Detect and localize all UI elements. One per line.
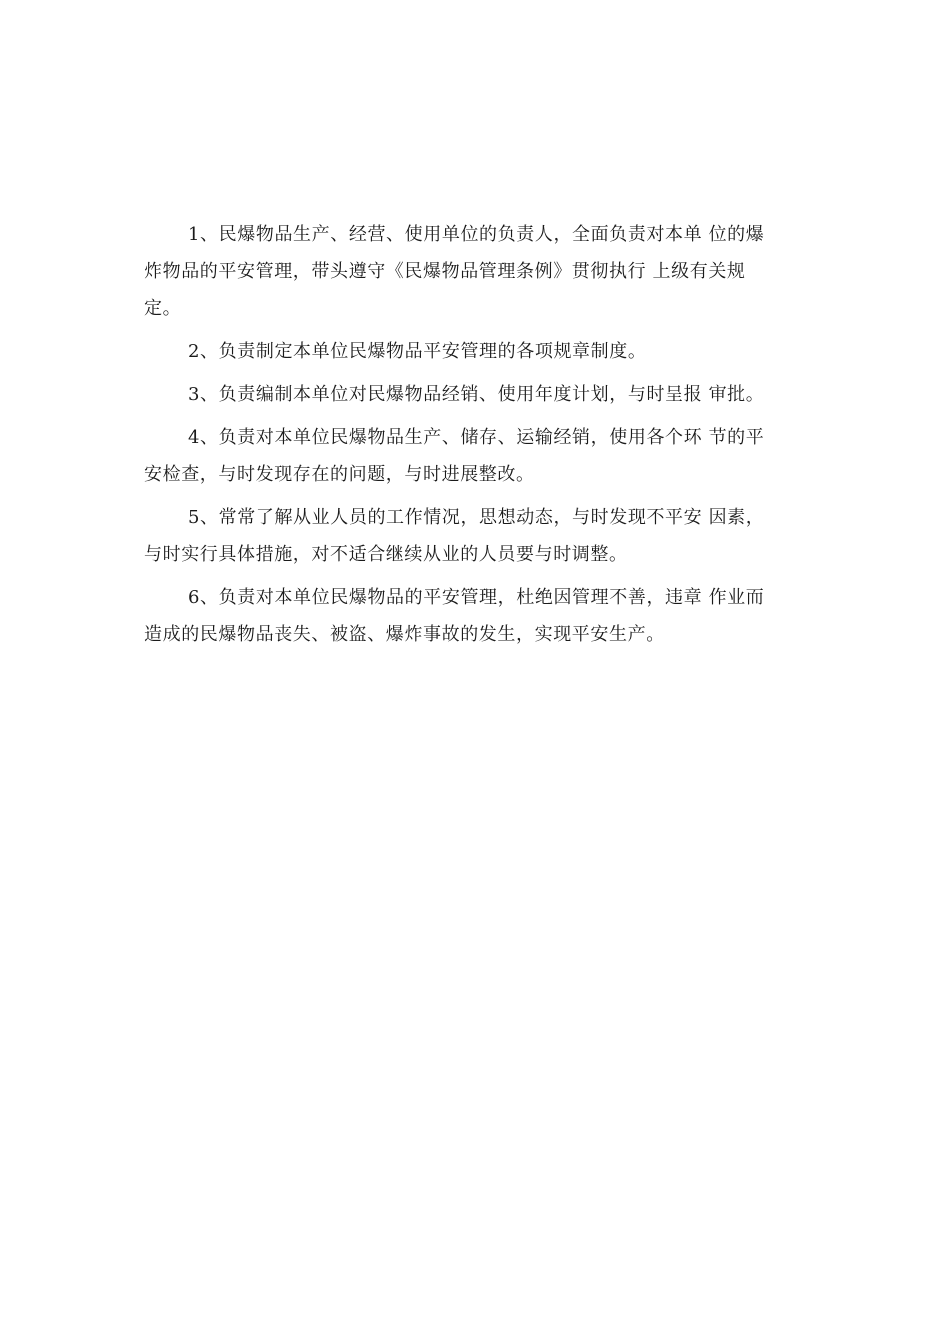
paragraph-line: 5、常常了解从业人员的工作情况，思想动态，与时发现不平安 因素， [188,507,765,528]
paragraph-4 [144,419,820,493]
paragraph-2 [144,333,820,370]
paragraph-line: 4、负责对本单位民爆物品生产、储存、运输经销，使用各个环 节的平 [188,427,765,448]
paragraph-line: 6、负责对本单位民爆物品的平安管理，杜绝因管理不善，违章 作业而 [188,587,765,608]
paragraph-line: 3、负责编制本单位对民爆物品经销、使用年度计划，与时呈报 审批。 [188,384,765,405]
paragraph-line: 定。 [144,298,182,319]
paragraph-line: 1、民爆物品生产、经营、使用单位的负责人，全面负责对本单 位的爆 [188,224,765,245]
paragraph-line: 2、负责制定本单位民爆物品平安管理的各项规章制度。 [188,341,647,362]
paragraph-1 [144,216,820,327]
paragraph-line: 与时实行具体措施，对不适合继续从业的人员要与时调整。 [144,544,628,565]
paragraph-line: 造成的民爆物品丧失、被盗、爆炸事故的发生，实现平安生产。 [144,624,665,645]
paragraph-6 [144,579,820,653]
document-body [144,216,820,659]
paragraph-3 [144,376,820,413]
paragraph-line: 炸物品的平安管理，带头遵守《民爆物品管理条例》贯彻执行 上级有关规 [144,261,746,282]
paragraph-5 [144,499,820,573]
paragraph-line: 安检查，与时发现存在的问题，与时进展整改。 [144,464,535,485]
